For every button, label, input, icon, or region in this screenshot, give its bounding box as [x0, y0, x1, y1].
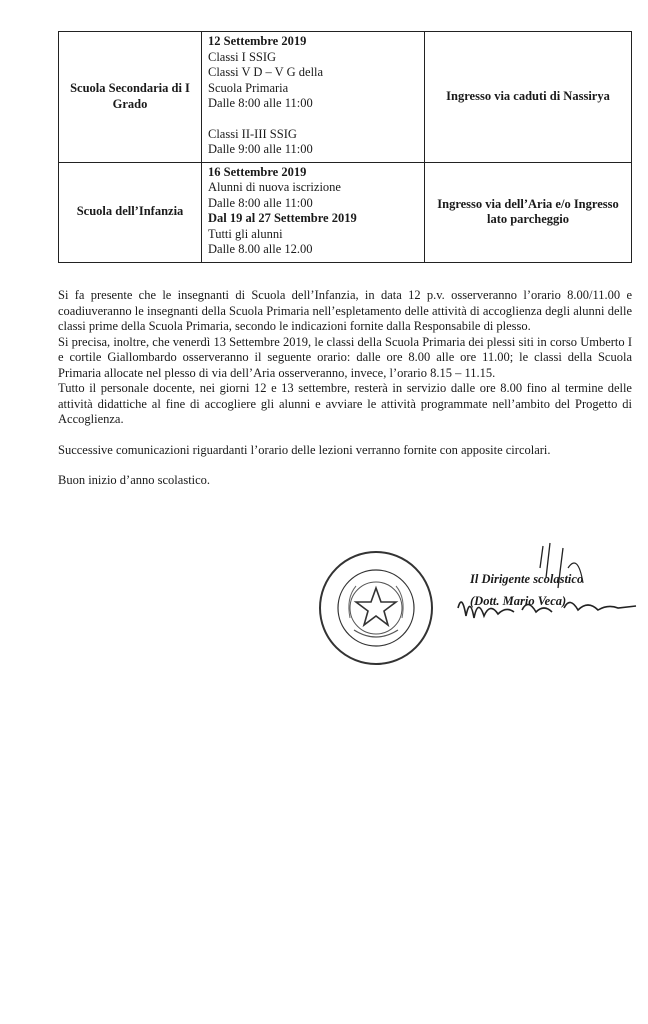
paragraph-staff-service: Tutto il personale docente, nei giorni 12 e 13 settembre, resterà in servizio dalle ore 8.00 fino al termine delle attività didattiche al fine di accogliere gli alunni e avviare le attività programmate nell’ambito del Progetto di Accoglienza.: [58, 381, 632, 426]
schedule-line: 12 Settembre 2019: [208, 34, 307, 48]
schedule-line: Dal 19 al 27 Settembre 2019: [208, 211, 357, 225]
signature-title: Il Dirigente scolastico: [470, 572, 584, 586]
table-row: [59, 32, 632, 163]
entrance-cell: Ingresso via dell’Aria e/o Ingresso lato parcheggio: [425, 162, 632, 262]
dates-cell: [202, 162, 425, 262]
schedule-line: Tutti gli alunni: [208, 226, 283, 241]
paragraph-further-communications: Successive comunicazioni riguardanti l’orario delle lezioni verranno fornite con apposite circolari.: [58, 442, 551, 457]
schedule-line: Alunni di nuova iscrizione: [208, 180, 341, 194]
school-cell: Scuola Secondaria di I Grado: [59, 32, 202, 163]
schedule-table: [58, 31, 632, 263]
schedule-line: Dalle 9:00 alle 11:00: [208, 142, 313, 156]
school-cell: Scuola dell’Infanzia: [59, 162, 202, 262]
handwritten-signature-icon: [418, 538, 638, 648]
schedule-line: Dalle 8:00 alle 11:00: [208, 195, 313, 210]
schedule-line: Dalle 8.00 alle 12.00: [208, 242, 313, 256]
table-row: [59, 162, 632, 262]
schedule-line: Dalle 8:00 alle 11:00: [208, 96, 313, 110]
dates-cell: [202, 32, 425, 163]
schedule-line: 16 Settembre 2019: [208, 164, 307, 179]
schedule-line: [208, 112, 418, 127]
schedule-line: Scuola Primaria: [208, 80, 289, 95]
entrance-cell: Ingresso via caduti di Nassirya: [425, 32, 632, 163]
schedule-line: Classi V D – V G della: [208, 65, 324, 79]
paragraph-friday-schedule: Si precisa, inoltre, che venerdì 13 Settembre 2019, le classi della Scuola Primaria dei plessi siti in corso Umberto I e cortile Giallombardo osserveranno il seguente orario: dalle ore 8.00 alle ore 11.00; le classi della Scuola Primaria allocate nel plesso di via dell’Aria osserveranno, invece, l’orario 8.15 – 11.15.: [58, 334, 632, 380]
paragraph-closing-greeting: Buon inizio d’anno scolastico.: [58, 473, 211, 487]
schedule-line: Classi II-III SSIG: [208, 126, 297, 141]
signature-name: (Dott. Mario Veca): [470, 594, 567, 608]
schedule-line: Classi I SSIG: [208, 49, 277, 64]
body-text: [58, 288, 632, 489]
paragraph-infanzia-note: Si fa presente che le insegnanti di Scuola dell’Infanzia, in data 12 p.v. osserveranno l’orario 8.00/11.00 e coadiuveranno le insegnanti della Scuola Primaria nell’espletamento delle attività di accoglienza degli alunni delle classi prime della Scuola Primaria, secondo le indicazioni fornite dalla Responsabile di plesso.: [58, 288, 632, 333]
